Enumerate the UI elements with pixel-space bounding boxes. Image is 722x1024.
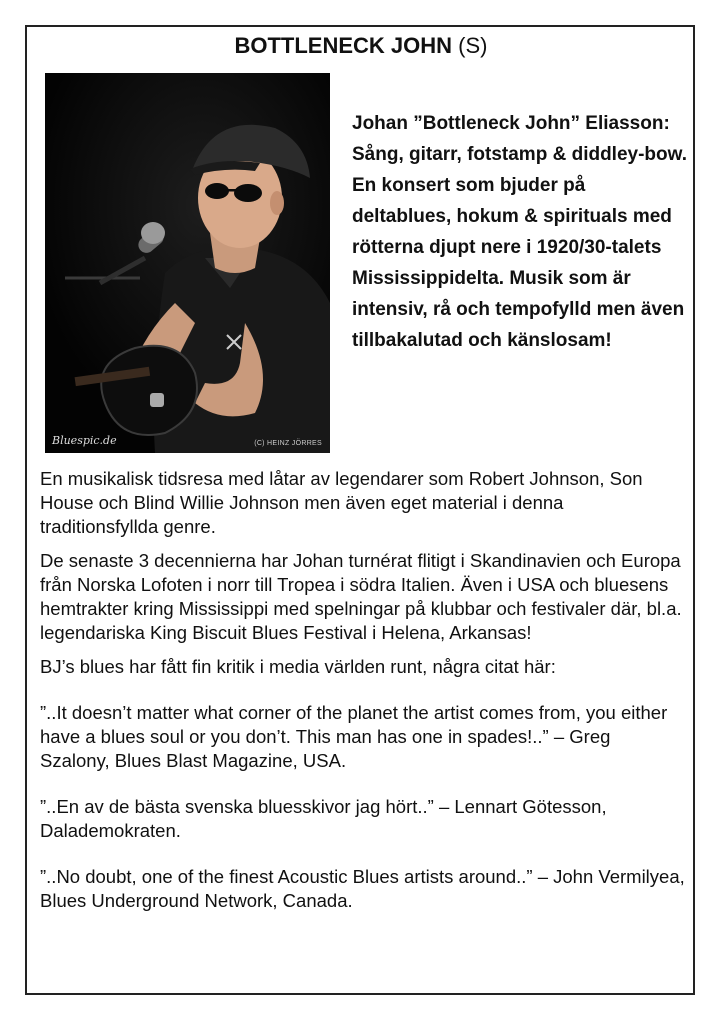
country-code: (S) [458,33,488,58]
paragraph: BJ’s blues har fått fin kritik i media världen runt, några citat här: [40,656,556,677]
review-quote: ”..No doubt, one of the finest Acoustic Blues artists around..” – John Vermilyea, Blues Underground Network, Canada. [40,866,685,911]
artist-photo-illustration [45,73,330,453]
poster-title [0,33,722,59]
photo-credit: (C) HEINZ JÖRRES [254,440,322,447]
body-text [40,467,685,913]
intro-text: Johan ”Bottleneck John” Eliasson: Sång, gitarr, fotstamp & diddley-bow. En konsert som bjuder på deltablues, hokum & spirituals med rötterna djupt nere i 1920/30-talets Mississippidelta. Musik som är intensiv, rå och tempofylld men även tillbakalutad och känslosam! [352,113,687,351]
paragraph: En musikalisk tidsresa med låtar av legendarer som Robert Johnson, Son House och Blind Willie Johnson men även eget material i denna traditionsfyllda genre. [40,468,643,537]
photo-watermark-left: Bluespic.de [52,434,117,447]
artist-name: BOTTLENECK JOHN [234,33,453,58]
review-quote: ”..En av de bästa svenska bluesskivor jag hört..” – Lennart Götesson, Dalademokraten. [40,796,607,841]
review-quote: ”..It doesn’t matter what corner of the planet the artist comes from, you either have a blues soul or you don’t. This man has one in spades!..” – Greg Szalony, Blues Blast Magazine, USA. [40,702,668,771]
artist-photo [45,73,330,453]
paragraph: De senaste 3 decennierna har Johan turnérat flitigt i Skandinavien och Europa från Norska Lofoten i norr till Tropea i södra Italien. Även i USA och bluesens hemtrakter kring Mississippi med spelningar på klubbar och festivaler där, bl.a. legendariska King Biscuit Blues Festival i Helena, Arkansas! [40,550,682,643]
